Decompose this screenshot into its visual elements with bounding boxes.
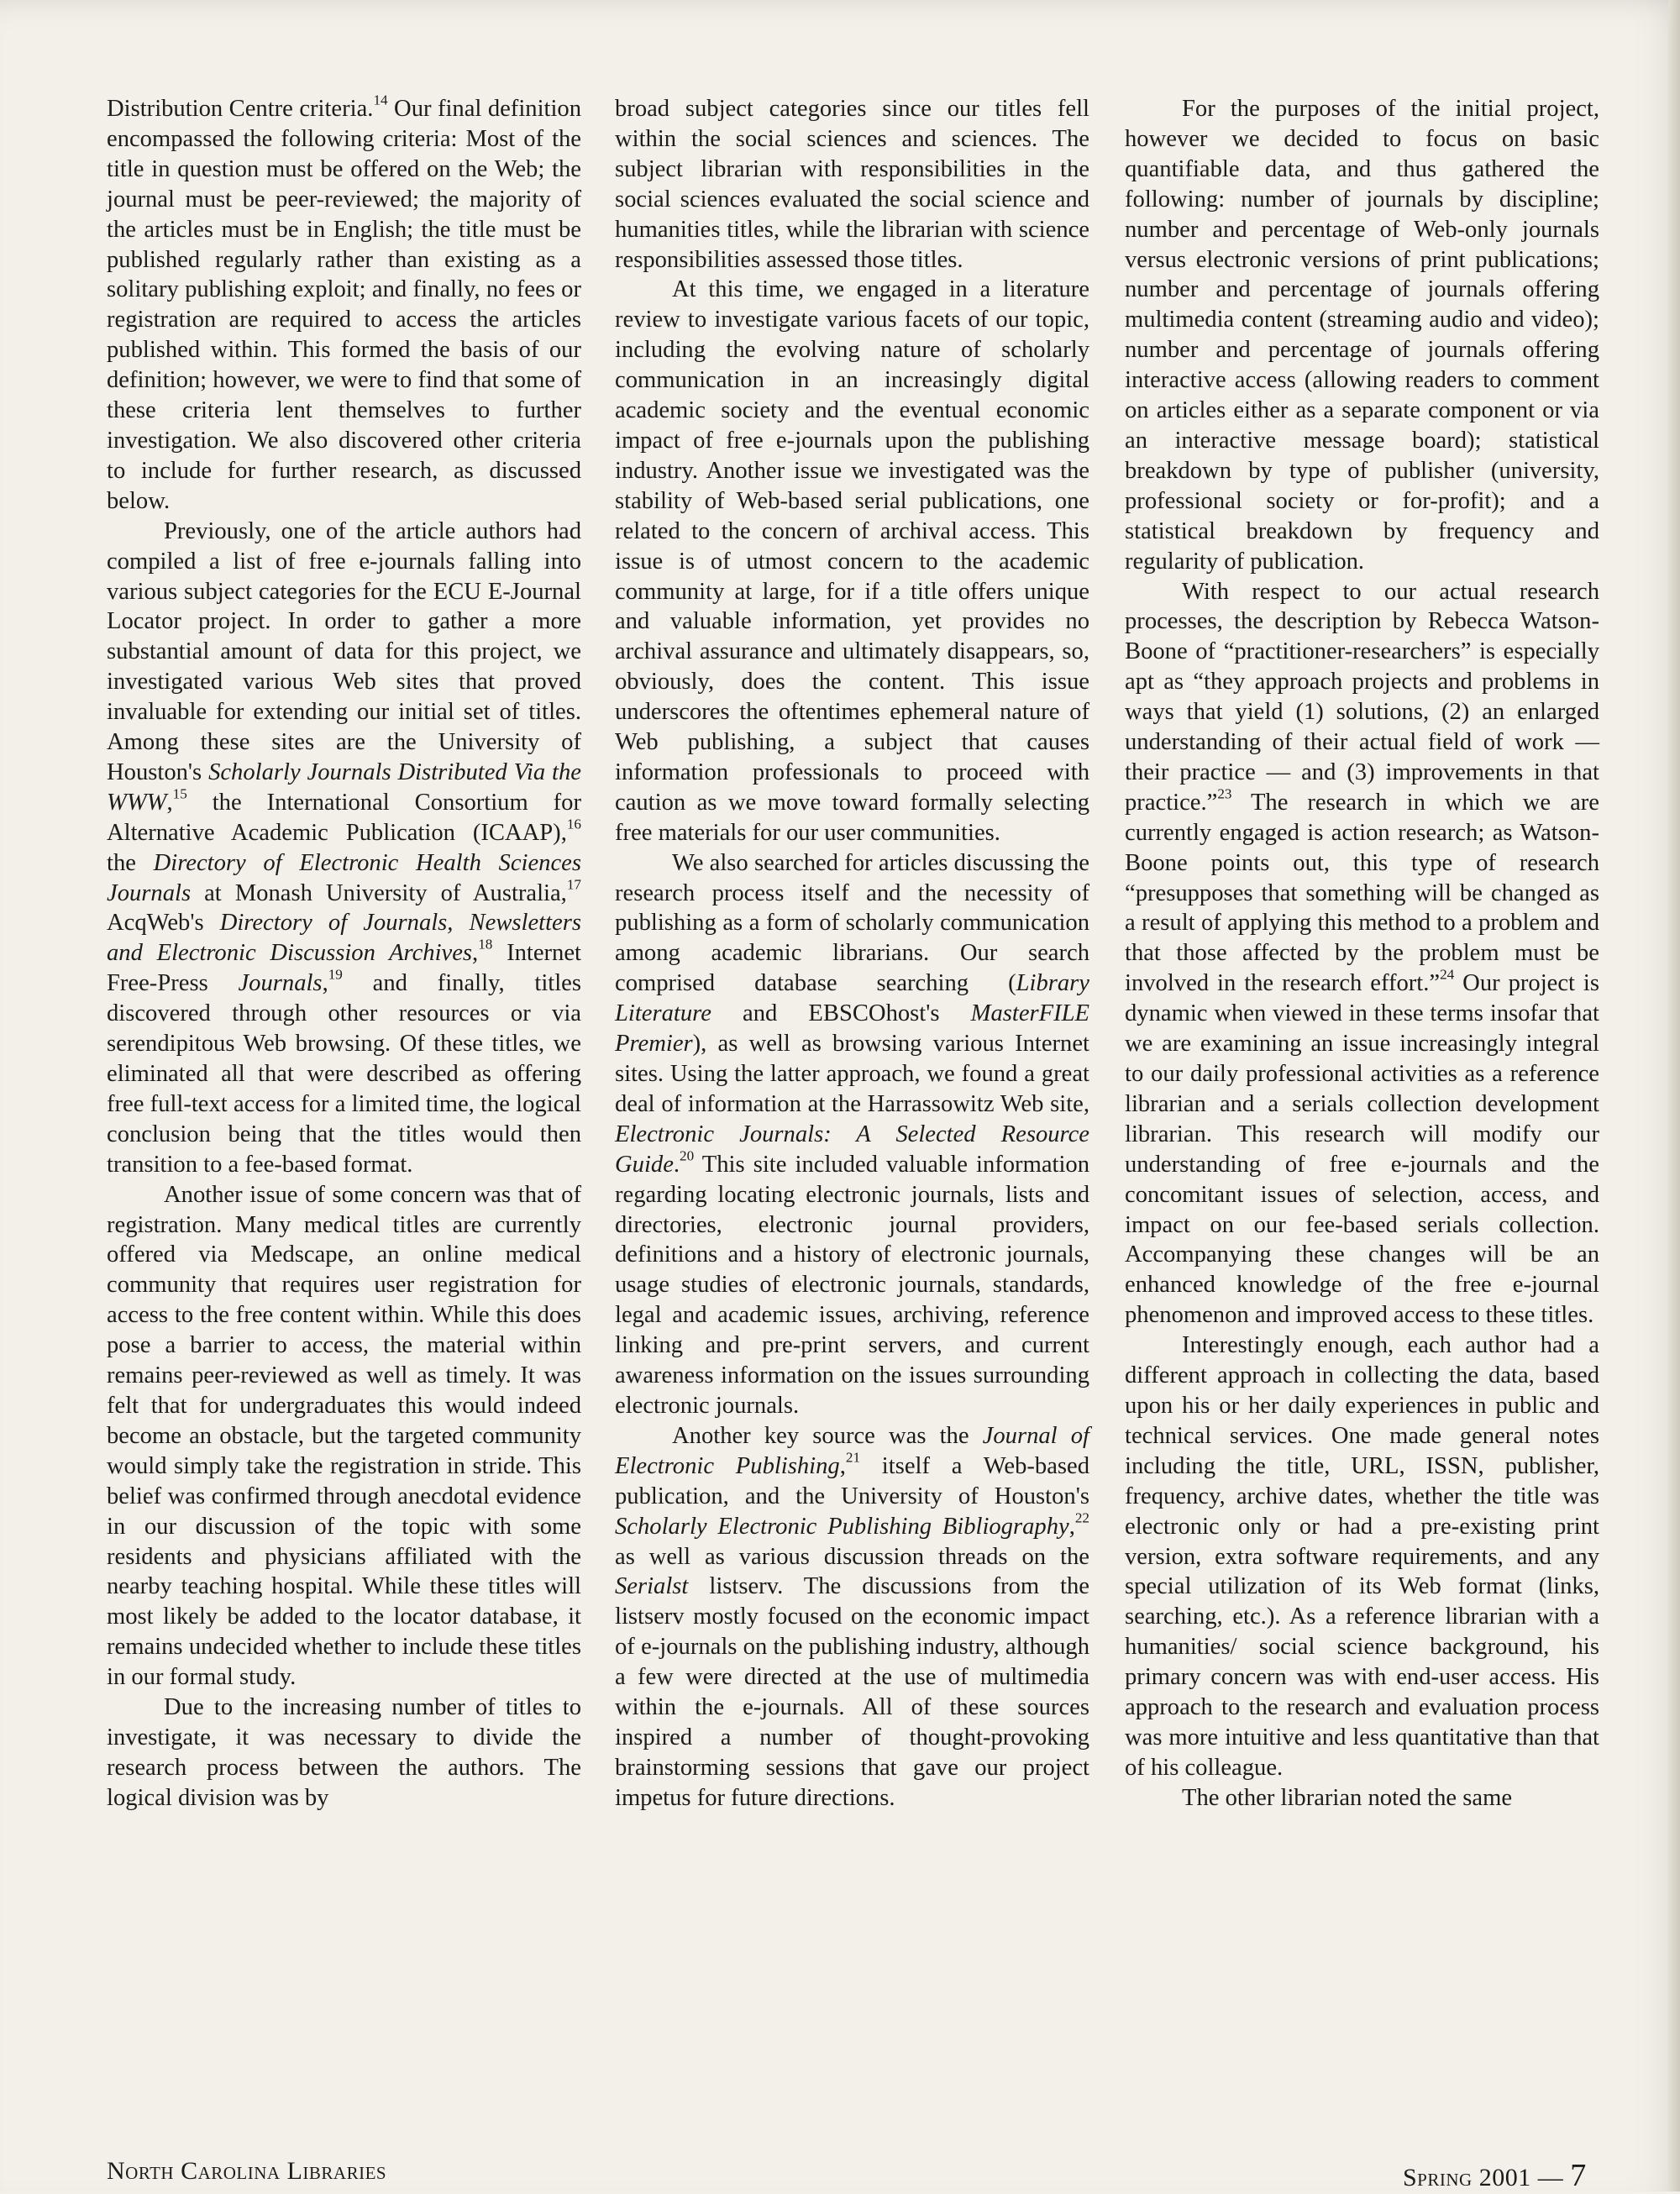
text-run: , xyxy=(166,789,173,816)
paragraph xyxy=(615,848,1089,1421)
italic-title: Journal of Electronic Publishing xyxy=(615,1422,1089,1479)
text-run: the International Consortium for Alternative Academic Publication (ICAAP), xyxy=(107,789,581,846)
text-run: . xyxy=(673,1151,680,1178)
text-run: This site included valuable information regarding locating electronic journals, lists and directories, electronic journal providers, definitions and a history of electronic journals, usage studies of electronic journals, standards, legal and academic issues, archiving, reference linking and pre-print servers, and current awareness information on the issues surrounding electronic journals. xyxy=(615,1151,1089,1419)
text-run: Interestingly enough, each author had a different approach in collecting the data, based upon his or her daily experiences in public and technical services. One made general notes including the title, URL, ISSN, publisher, frequency, archive dates, whether the title was electronic only or had a pre-existing print version, extra software requirements, and any special utilization of its Web format (links, searching, etc.). As a reference librarian with a humanities/ social science background, his primary concern was with end-user access. His approach to the research and evaluation process was more intuitive and less quantitative than that of his colleague. xyxy=(1125,1332,1599,1781)
text-run: broad subject categories since our titles fell within the social sciences and sciences. The subject librarian with responsibilities in the social sciences evaluated the social science and humanities titles, while the librarian with science responsibilities assessed those titles. xyxy=(615,96,1089,273)
italic-title: Journals xyxy=(238,970,323,997)
text-column-1 xyxy=(107,94,581,1813)
footnote-ref: 23 xyxy=(1217,785,1232,802)
footer-dash: — xyxy=(1537,2164,1564,2191)
text-run: At this time, we engaged in a literature review to investigate various facets of our topic, including the evolving nature of scholarly communication in an increasingly digital academic society and the eventual economic impact of free e-journals upon the publishing industry. Another issue we investigated was the stability of Web-based serial publications, one related to the concern of archival access. This issue is of utmost concern to the academic community at large, for if a title offers unique and valuable information, yet provides no archival assurance and ultimately disappears, so, obviously, does the content. This issue underscores the oftentimes ephemeral nature of Web publishing, a subject that causes information professionals to proceed with caution as we move toward formally selecting free materials for our user communities. xyxy=(615,276,1089,846)
italic-title: Scholarly Electronic Publishing Bibliography xyxy=(615,1513,1069,1540)
page-number: 7 xyxy=(1570,2158,1587,2193)
paragraph xyxy=(107,1180,581,1693)
paragraph xyxy=(1125,577,1599,1331)
paragraph xyxy=(615,94,1089,275)
footnote-ref: 16 xyxy=(566,816,581,832)
paragraph xyxy=(107,1693,581,1813)
text-run: Distribution Centre criteria. xyxy=(107,96,374,122)
italic-title: MasterFILE Premier xyxy=(615,1000,1089,1058)
text-run: and finally, titles discovered through other resources or via serendipitous Web browsing. Of these titles, we eliminated all that were described as offering free full-text access for a limited time, the logical conclusion being that the titles would then transition to a fee-based format. xyxy=(107,970,581,1178)
text-run: as well as various discussion threads on the xyxy=(615,1543,1089,1570)
footnote-ref: 18 xyxy=(478,936,493,953)
text-run: We also searched for articles discussing the research process itself and the necessity of publishing as a form of scholarly communication among academic librarians. Our search comprised database searching ( xyxy=(615,849,1089,997)
footnote-ref: 19 xyxy=(328,966,343,983)
footnote-ref: 17 xyxy=(566,875,581,892)
text-run: itself a Web-based publication, and the University of Houston's xyxy=(615,1452,1089,1509)
text-run: Our project is dynamic when viewed in these terms insofar that we are examining an issue increasingly integral to our daily professional activities as a reference librarian and a serials collection development librarian. This research will modify our understanding of free e-journals and the concomitant issues of selection, access, and impact on our fee-based serials collection. Accompanying these changes will be an enhanced knowledge of the free e-journal phenomenon and improved access to these titles. xyxy=(1125,970,1599,1329)
text-column-3 xyxy=(1125,94,1599,1813)
text-run: Another key source was the xyxy=(672,1422,983,1449)
italic-title: Library Literature xyxy=(615,970,1089,1027)
text-run: the xyxy=(107,849,154,876)
text-run: For the purposes of the initial project, however we decided to focus on basic quantifiable data, and thus gathered the following: number of journals by discipline; number and percentage of Web-only journals versus electronic versions of print publications; number and percentage of journals offering multimedia content (streaming audio and video); number and percentage of journals offering interactive access (allowing readers to comment on articles either as a separate component or via an interactive message board); statistical breakdown by type of publisher (university, professional society or for-profit); and a statistical breakdown by frequency and regularity of publication. xyxy=(1125,96,1599,575)
italic-title: Directory of Journals, Newsletters and Electronic Discussion Archives xyxy=(107,910,581,967)
footer-journal-title: North Carolina Libraries xyxy=(107,2157,387,2185)
text-run: , xyxy=(322,970,328,997)
text-run: Internet Free-Press xyxy=(107,940,581,997)
text-run: The research in which we are currently engaged is action research; as Watson-Boone points out, this type of research “presupposes that something will be changed as a result of applying this method to a problem and that those affected by the problem must be involved in the research effort.” xyxy=(1125,789,1599,997)
italic-title: Directory of Electronic Health Sciences Journals xyxy=(107,849,581,906)
italic-title: Electronic Journals: A Selected Resource Guide xyxy=(615,1121,1089,1178)
paragraph xyxy=(1125,94,1599,577)
footnote-ref: 21 xyxy=(845,1449,861,1466)
text-run: at Monash University of Australia, xyxy=(191,879,567,906)
paragraph xyxy=(615,275,1089,848)
text-run: The other librarian noted the same xyxy=(1182,1784,1513,1811)
footnote-ref: 22 xyxy=(1074,1509,1089,1525)
paragraph xyxy=(1125,1783,1599,1813)
text-run: and EBSCOhost's xyxy=(711,1000,971,1027)
paragraph xyxy=(1125,1331,1599,1783)
text-column-2 xyxy=(615,94,1089,1813)
page-binding-edge xyxy=(1668,0,1680,2191)
text-run: , xyxy=(1068,1513,1075,1540)
footer-issue: Spring 2001 xyxy=(1403,2164,1531,2191)
footnote-ref: 14 xyxy=(373,92,388,108)
text-run: Due to the increasing number of titles to investigate, it was necessary to divide the research process between the authors. The logical division was by xyxy=(107,1694,581,1811)
footnote-ref: 24 xyxy=(1440,966,1455,983)
text-run: , xyxy=(839,1452,846,1479)
italic-title: Serialst xyxy=(615,1573,689,1600)
paragraph xyxy=(107,94,581,517)
text-run: Our final definition encompassed the following criteria: Most of the title in question must be offered on the Web; the journal must be peer-reviewed; the majority of the articles must be in English; the title must be published regularly rather than existing as a solitary publishing exploit; and finally, no fees or registration are required to access the articles published within. This formed the basis of our definition; however, we were to find that some of these criteria lent themselves to further investigation. We also discovered other criteria to include for further research, as discussed below. xyxy=(107,96,582,514)
text-run: AcqWeb's xyxy=(107,910,220,937)
paragraph xyxy=(107,517,581,1180)
footnote-ref: 15 xyxy=(172,785,187,802)
text-run: , xyxy=(472,940,479,967)
text-run: Another issue of some concern was that of registration. Many medical titles are currently offered via Medscape, an online medical community that requires user registration for access to the free content within. While this does pose a barrier to access, the material within remains peer-reviewed as well as timely. It was felt that for undergraduates this would indeed become an obstacle, but the targeted community would simply take the registration in stride. This belief was confirmed through anecdotal evidence in our discussion of the topic with some residents and physicians affiliated with the nearby teaching hospital. While these titles will most likely be added to the locator database, it remains undecided whether to include these titles in our formal study. xyxy=(107,1181,581,1691)
footer-page-info xyxy=(1403,2157,1587,2194)
text-run: With respect to our actual research processes, the description by Rebecca Watson-Boone of “practitioner-researchers” is especially apt as “they approach projects and problems in ways that yield (1) solutions, (2) an enlarged understanding of their actual field of work — their practice — and (3) improvements in that practice.” xyxy=(1125,578,1599,816)
italic-title: Scholarly Journals Distributed Via the WWW xyxy=(107,758,581,816)
text-run: ), as well as browsing various Internet sites. Using the latter approach, we found a great deal of information at the Harrassowitz Web site, xyxy=(615,1031,1089,1117)
paragraph xyxy=(615,1421,1089,1813)
text-run: listserv. The discussions from the listserv mostly focused on the economic impact of e-journals on the publishing industry, although a few were directed at the use of multimedia within the e-journals. All of these sources inspired a number of thought-provoking brainstorming sessions that gave our project impetus for future directions. xyxy=(615,1573,1089,1811)
text-run: Previously, one of the article authors had compiled a list of free e-journals falling into various subject categories for the ECU E-Journal Locator project. In order to gather a more substantial amount of data for this project, we investigated various Web sites that proved invaluable for extending our initial set of titles. Among these sites are the University of Houston's xyxy=(107,517,581,785)
footnote-ref: 20 xyxy=(680,1147,695,1163)
